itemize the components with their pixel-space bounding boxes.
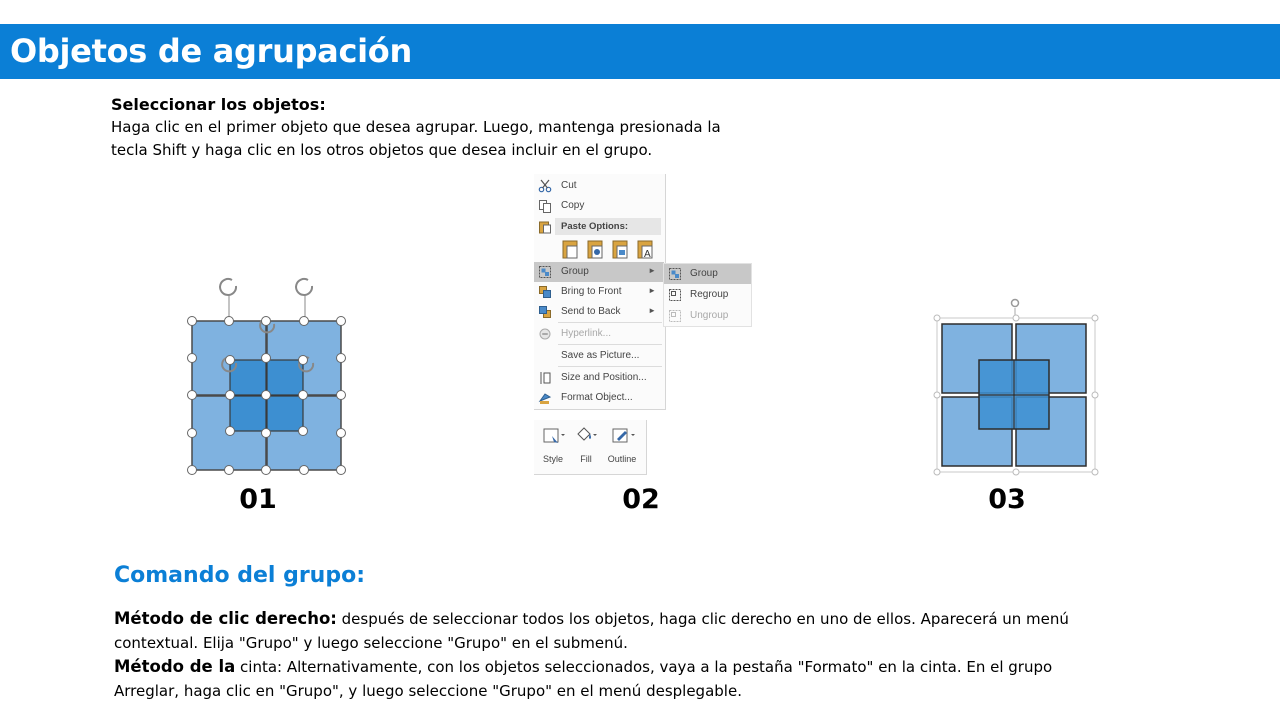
menu-item-label: Copy <box>561 200 585 211</box>
fill-bucket-icon <box>573 426 599 446</box>
submenu-item-regroup[interactable] <box>664 285 751 305</box>
paste-picture-icon <box>613 241 627 258</box>
mini-toolbar <box>534 420 647 475</box>
group-icon <box>538 265 552 279</box>
method-ribbon <box>114 655 1074 703</box>
scissors-icon <box>538 179 552 193</box>
size-position-icon <box>538 371 552 385</box>
paste-options-label: Paste Options: <box>561 221 629 232</box>
bring-to-front-icon <box>538 285 552 299</box>
style-icon <box>540 426 566 446</box>
menu-item-label: Size and Position... <box>561 372 647 383</box>
svg-text:A: A <box>644 249 651 260</box>
group-command-heading: Comando del grupo: <box>114 563 366 588</box>
menu-item-label: Hyperlink... <box>561 328 612 339</box>
rotate-handle-icon <box>1012 300 1019 307</box>
menu-divider <box>558 322 662 323</box>
menu-item-label: Cut <box>561 180 577 191</box>
method-title: Método de la <box>114 657 236 676</box>
menu-item-cut[interactable] <box>534 176 664 196</box>
context-menu <box>534 174 666 410</box>
submenu-arrow-icon: ► <box>648 266 656 275</box>
paste-option-icons[interactable] <box>562 238 658 260</box>
figure-01-selected-shapes <box>180 272 355 482</box>
figure-label-01: 01 <box>239 484 277 515</box>
submenu-item-group[interactable] <box>664 264 751 284</box>
submenu-item-label: Ungroup <box>690 310 729 321</box>
submenu-item-label: Group <box>690 268 718 279</box>
ribbon-fill-button[interactable] <box>572 426 600 464</box>
menu-item-bring-to-front[interactable] <box>534 282 664 302</box>
hyperlink-icon <box>538 327 552 341</box>
method-right-click <box>114 607 1074 655</box>
paste-keep-source-icon <box>563 241 577 258</box>
paste-options-header <box>555 218 661 235</box>
paste-theme-icon <box>588 241 602 258</box>
menu-item-group[interactable] <box>534 262 664 282</box>
figure-label-03: 03 <box>988 484 1026 515</box>
ribbon-label: Style <box>542 454 563 464</box>
methods-list <box>114 607 1074 703</box>
figure-03-grouped-shapes <box>930 296 1100 478</box>
format-object-icon <box>538 391 552 405</box>
menu-item-label: Save as Picture... <box>561 350 640 361</box>
menu-item-label: Format Object... <box>561 392 633 403</box>
menu-item-send-to-back[interactable] <box>534 302 664 322</box>
menu-item-copy[interactable] <box>534 196 664 216</box>
page-title: Objetos de agrupación <box>10 32 412 70</box>
intro-heading: Seleccionar los objetos: <box>111 95 326 114</box>
menu-item-hyperlink[interactable] <box>534 324 664 344</box>
ribbon-outline-button[interactable] <box>604 426 640 464</box>
menu-item-format-object[interactable] <box>534 388 664 408</box>
ungroup-icon <box>668 309 682 323</box>
paste-text-icon <box>638 241 652 260</box>
menu-divider <box>558 366 662 367</box>
group-icon <box>668 267 682 281</box>
method-title: Método de clic derecho: <box>114 609 337 628</box>
title-bar <box>0 24 1280 79</box>
send-to-back-icon <box>538 305 552 319</box>
intro-body: Haga clic en el primer objeto que desea agrupar. Luego, mantenga presionada la tecla Shift y haga clic en los otros objetos que desea incluir en el grupo. <box>111 118 721 159</box>
menu-item-size-and-position[interactable] <box>534 368 664 388</box>
paste-icon <box>538 220 552 234</box>
submenu-item-ungroup[interactable] <box>664 306 751 326</box>
menu-divider <box>558 344 662 345</box>
figure-label-02: 02 <box>622 484 660 515</box>
group-submenu <box>663 263 752 327</box>
menu-item-save-as-picture[interactable] <box>534 346 664 366</box>
submenu-arrow-icon: ► <box>648 306 656 315</box>
outline-pen-icon <box>607 426 637 446</box>
ribbon-style-button[interactable] <box>538 426 568 464</box>
copy-icon <box>538 199 552 213</box>
menu-item-label: Bring to Front <box>561 286 622 297</box>
menu-item-label: Send to Back <box>561 306 621 317</box>
menu-item-label: Group <box>561 266 589 277</box>
submenu-arrow-icon: ► <box>648 286 656 295</box>
submenu-item-label: Regroup <box>690 289 729 300</box>
intro-section <box>111 94 751 162</box>
ribbon-label: Fill <box>580 454 592 464</box>
method-text: después de seleccionar todos los objetos, haga clic derecho en uno de ellos. Aparecerá un menú contextual. Elija "Grupo" y luego seleccione "Grupo" en el submenú. <box>114 610 1069 652</box>
ribbon-label: Outline <box>607 454 637 464</box>
method-text: cinta: Alternativamente, con los objetos seleccionados, vaya a la pestaña "Formato" en la cinta. En el grupo Arreglar, haga clic en "Grupo", y luego seleccione "Grupo" en el menú desplegable. <box>114 658 1053 700</box>
regroup-icon <box>668 288 682 302</box>
